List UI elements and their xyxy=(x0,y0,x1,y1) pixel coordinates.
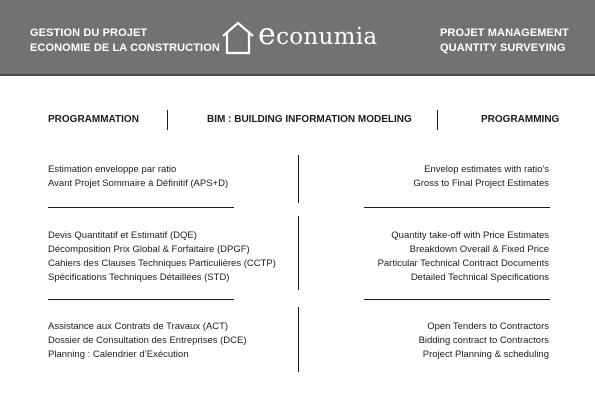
fr-block-1 xyxy=(48,163,228,191)
fr-item: Devis Quantitatif et Estimatif (DQE) xyxy=(48,230,197,241)
row-separator xyxy=(364,299,550,300)
fr-item: Avant Projet Sommaire à Définitif (APS+D) xyxy=(48,178,229,189)
fr-item: Cahiers des Clauses Techniques Particulières (CCTP) xyxy=(48,258,276,269)
en-item: Breakdown Overall & Fixed Price xyxy=(409,244,549,255)
header-left-title xyxy=(30,26,220,56)
header-right-line: QUANTITY SURVEYING xyxy=(440,42,566,54)
row-separator xyxy=(48,299,234,300)
brand-wordmark xyxy=(258,17,378,52)
en-block-3 xyxy=(419,320,549,362)
header-left-line: ECONOMIE DE LA CONSTRUCTION xyxy=(30,42,220,54)
column-divider xyxy=(298,216,299,290)
en-block-2 xyxy=(378,229,549,285)
en-item: Quantity take-off with Price Estimates xyxy=(391,230,549,241)
fr-block-3 xyxy=(48,320,247,362)
fr-item: Dossier de Consultation des Entreprises (DCE) xyxy=(48,335,247,346)
en-block-1 xyxy=(413,163,549,191)
header-right-line: PROJET MANAGEMENT xyxy=(440,27,569,39)
en-item: Envelop estimates with ratio's xyxy=(424,164,549,175)
en-item: Detailed Technical Specifications xyxy=(410,272,549,283)
house-outline-icon xyxy=(220,20,256,56)
section-title-bim: BIM : BUILDING INFORMATION MODELING xyxy=(207,114,412,125)
fr-item: Assistance aux Contrats de Travaux (ACT) xyxy=(48,321,229,332)
column-divider xyxy=(298,155,299,203)
heading-divider xyxy=(167,110,168,130)
fr-item: Planning : Calendrier d’Exécution xyxy=(48,349,189,360)
fr-item: Estimation enveloppe par ratio xyxy=(48,164,177,175)
brand-initial: e xyxy=(258,17,277,52)
section-title-programming: PROGRAMMING xyxy=(481,114,560,125)
en-item: Gross to Final Project Estimates xyxy=(413,178,549,189)
heading-divider xyxy=(437,110,438,130)
fr-item: Spécifications Techniques Détaillées (STD) xyxy=(48,272,230,283)
en-item: Open Tenders to Contractors xyxy=(427,321,549,332)
row-separator xyxy=(48,207,234,208)
section-title-programmation: PROGRAMMATION xyxy=(48,114,139,125)
header-right-title xyxy=(440,26,569,56)
header-band xyxy=(0,0,595,76)
en-item: Particular Technical Contract Documents xyxy=(377,258,549,269)
row-separator xyxy=(364,207,550,208)
fr-block-2 xyxy=(48,229,276,285)
header-left-line: GESTION DU PROJET xyxy=(30,27,148,39)
brand-rest: conumia xyxy=(276,24,378,50)
en-item: Project Planning & scheduling xyxy=(422,349,549,360)
en-item: Bidding contract to Contractors xyxy=(418,335,549,346)
column-divider xyxy=(298,307,299,372)
fr-item: Décomposition Prix Global & Forfaitaire (DPGF) xyxy=(48,244,250,255)
